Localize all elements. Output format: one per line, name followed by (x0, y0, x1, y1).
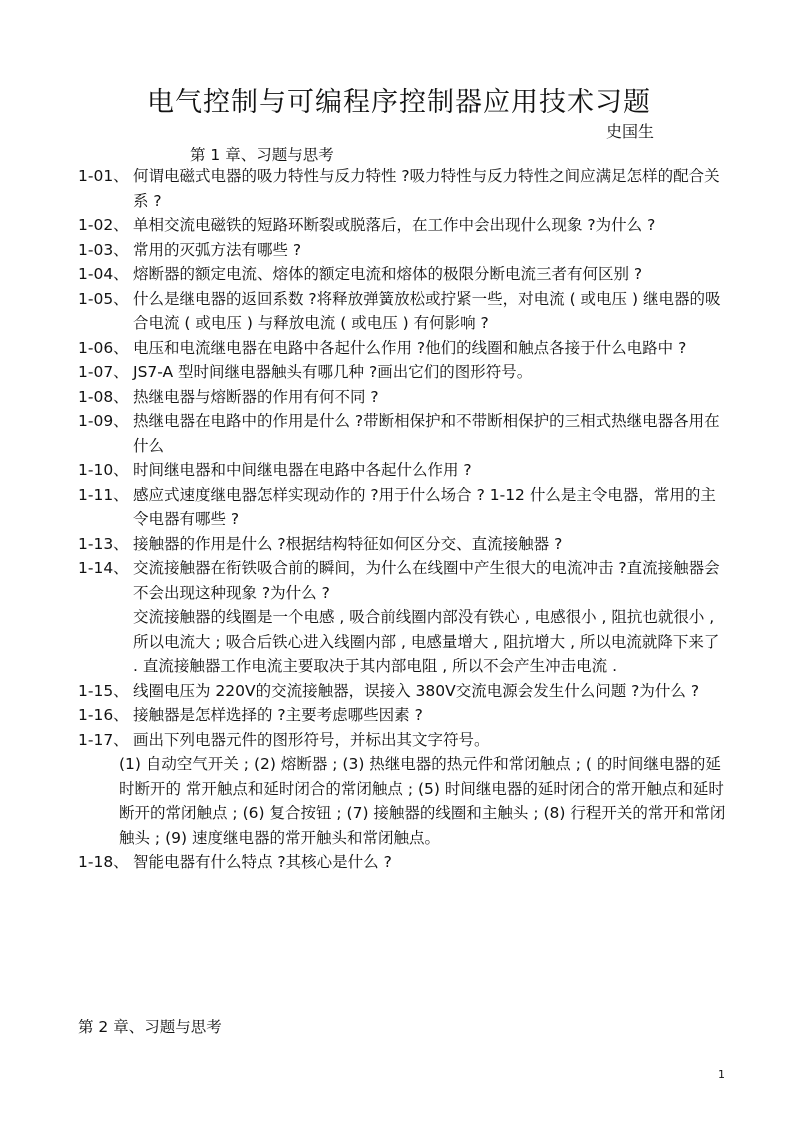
question-number: 1-08、 (78, 387, 129, 406)
question-text: 热继电器在电路中的作用是什么 ?带断相保护和不带断相保护的三相式热继电器各用在什么 (133, 412, 720, 455)
chapter-1-heading: 第 1 章、习题与思考 (190, 146, 334, 164)
question-number: 1-04、 (78, 265, 129, 283)
document-title: 电气控制与可编程序控制器应用技术习题 (147, 87, 651, 118)
question-number: 1-05、 (78, 289, 129, 308)
question-text: 什么是继电器的返回系数 ?将释放弹簧放松或拧紧一些，对电流 ( 或电压 ) 继电器的吸合电流 ( 或电压 ) 与释放电流 ( 或电压 ) 有何影响 ? (133, 289, 721, 332)
question-list (78, 164, 728, 875)
question-text: 画出下列电器元件的图形符号，并标出其文字符号。 (133, 730, 490, 749)
question-item (78, 556, 728, 679)
question-item (78, 458, 728, 483)
question-number: 1-10、 (78, 461, 129, 479)
question-item (78, 213, 728, 238)
question-item (78, 238, 728, 263)
question-text: 线圈电压为 220V的交流接触器，误接入 380V交流电源会发生什么问题 ?为什么 ? (133, 681, 700, 700)
question-number: 1-11、 (78, 485, 129, 504)
question-number: 1-13、 (78, 534, 129, 553)
question-number: 1-02、 (78, 216, 129, 234)
author-name: 史国生 (606, 122, 655, 141)
question-item (78, 679, 728, 704)
question-item (78, 728, 728, 851)
question-item (78, 287, 728, 336)
question-text: 单相交流电磁铁的短路环断裂或脱落后，在工作中会出现什么现象 ?为什么 ? (133, 216, 656, 234)
answer-text: 交流接触器的线圈是一个电感 , 吸合前线圈内部没有铁心 , 电感很小 , 阻抗也就很小 , 所以电流大 ; 吸合后铁心进入线圈内部 , 电感量增大 , 阻抗增大 , 所以电流就降下来了 . 直流接触器工作电流主要取决于其内部电阻 , 所以不会产生冲击电流 . (133, 608, 720, 675)
question-item (78, 360, 728, 385)
question-text: 时间继电器和中间继电器在电路中各起什么作用 ? (133, 461, 472, 479)
question-item (78, 262, 728, 287)
page-number: 1 (718, 1068, 725, 1081)
question-text: 接触器是怎样选择的 ?主要考虑哪些因素 ? (133, 706, 423, 724)
question-item (78, 850, 728, 875)
question-number: 1-18、 (78, 853, 129, 871)
question-item (78, 483, 728, 532)
question-text: 常用的灭弧方法有哪些 ? (133, 240, 302, 259)
sub-list-text: (1) 自动空气开关 ; (2) 熔断器 ; (3) 热继电器的热元件和常闭触点 ; ( 的时间继电器的延时断开的 常开触点和延时闭合的常闭触点 ; (5) 时间继电器的延时闭合的常开触点和延时断开的常闭触点 ; (6) 复合按钮 ; (7) 接触器的线圈和主触头 ; (8) 行程开关的常开和常闭触头 ; (9) 速度继电器的常开触头和常闭触点。 (119, 755, 726, 847)
question-number: 1-07、 (78, 363, 129, 381)
question-item (78, 336, 728, 361)
question-text: 感应式速度继电器怎样实现动作的 ?用于什么场合 ? 1-12 什么是主令电器，常用的主令电器有哪些 ? (133, 485, 716, 528)
chapter-2-heading: 第 2 章、习题与思考 (78, 1018, 222, 1036)
question-item (78, 164, 728, 213)
question-number: 1-15、 (78, 681, 129, 700)
question-number: 1-17、 (78, 730, 129, 749)
question-item (78, 532, 728, 557)
question-text: JS7-A 型时间继电器触头有哪几种 ?画出它们的图形符号。 (133, 363, 533, 381)
question-number: 1-14、 (78, 559, 129, 577)
question-number: 1-16、 (78, 706, 129, 724)
question-item (78, 385, 728, 410)
question-number: 1-01、 (78, 167, 129, 185)
question-text: 熔断器的额定电流、熔体的额定电流和熔体的极限分断电流三者有何区别 ? (133, 265, 643, 283)
question-text: 电压和电流继电器在电路中各起什么作用 ?他们的线圈和触点各接于什么电路中 ? (133, 338, 687, 357)
question-text: 交流接触器在衔铁吸合前的瞬间，为什么在线圈中产生很大的电流冲击 ?直流接触器会不会出现这种现象 ?为什么 ? (133, 559, 720, 602)
question-item (78, 703, 728, 728)
question-text: 智能电器有什么特点 ?其核心是什么 ? (133, 853, 392, 871)
question-text: 热继电器与熔断器的作用有何不同 ? (133, 387, 379, 406)
question-item (78, 409, 728, 458)
question-number: 1-09、 (78, 412, 129, 430)
question-number: 1-03、 (78, 240, 129, 259)
question-text: 何谓电磁式电器的吸力特性与反力特性 ?吸力特性与反力特性之间应满足怎样的配合关系 ? (133, 167, 720, 210)
question-number: 1-06、 (78, 338, 129, 357)
question-text: 接触器的作用是什么 ?根据结构特征如何区分交、直流接触器 ? (133, 534, 563, 553)
